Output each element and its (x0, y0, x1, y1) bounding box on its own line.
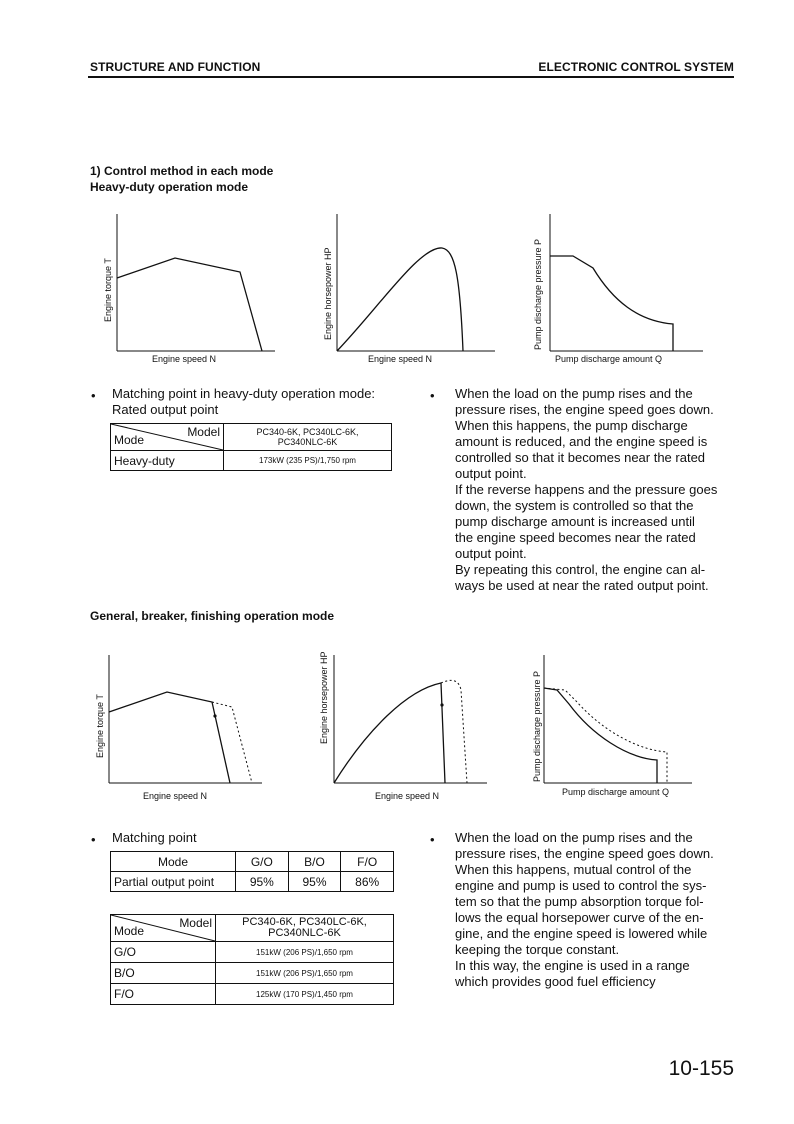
para-line: output point. (455, 546, 527, 561)
pressure-graph-general (537, 650, 707, 790)
model-label: Model (187, 425, 220, 439)
horsepower-curve (337, 248, 463, 351)
x-axis-label: Engine speed N (152, 354, 217, 364)
matching-point (440, 703, 443, 706)
torque-graph-heavy (110, 206, 280, 356)
mode-fo: F/O (111, 984, 216, 1005)
header-rule (88, 76, 734, 78)
model-line-2: PC340NLC-6K (277, 437, 338, 447)
mode-label: Mode (114, 924, 145, 938)
heavy-duty-value: 173kW (235 PS)/1,750 rpm (224, 451, 392, 471)
mode-bo: B/O (111, 963, 216, 984)
mode-model-header-cell (111, 424, 224, 451)
para-line: down, the system is controlled so that the (455, 498, 694, 513)
mode-label: Mode (114, 433, 145, 447)
torque-curve (109, 692, 230, 783)
mode-heading-heavy-duty: Heavy-duty operation mode (90, 180, 249, 194)
header-left: STRUCTURE AND FUNCTION (90, 60, 261, 74)
y-axis-label: Engine torque T (95, 694, 105, 758)
horsepower-curve (334, 683, 445, 783)
y-axis-label: Pump discharge pressure P (533, 238, 543, 350)
heavy-duty-label: Heavy-duty (111, 451, 224, 471)
page-number: 10-155 (668, 1057, 734, 1080)
para-line: gine, and the engine speed is lowered while (455, 926, 708, 941)
para-line: pressure rises, the engine speed goes down. (455, 402, 714, 417)
para-line: If the reverse happens and the pressure goes (455, 482, 718, 497)
y-axis-label: Pump discharge pressure P (532, 670, 542, 782)
matching-point (213, 714, 216, 717)
bullet: • (91, 388, 96, 403)
torque-graph-general (102, 650, 272, 790)
para-line: pump discharge amount is increased until (455, 514, 695, 529)
bullet: • (430, 832, 435, 847)
table-header-go: G/O (236, 852, 289, 872)
horsepower-graph-heavy (330, 206, 500, 356)
x-axis-label: Engine speed N (143, 791, 208, 801)
para-line: When this happens, the pump discharge (455, 418, 688, 433)
y-axis-label: Engine horsepower HP (319, 651, 329, 744)
mode-model-header-cell (111, 915, 216, 942)
value-fo: 125kW (170 PS)/1,450 rpm (216, 984, 394, 1005)
general-mode-paragraph (455, 830, 733, 990)
torque-curve-dashed (212, 702, 252, 783)
para-line: keeping the torque constant. (455, 942, 620, 957)
model-line-1: PC340-6K, PC340LC-6K, (242, 916, 367, 928)
x-axis-label: Engine speed N (375, 791, 440, 801)
para-line: By repeating this control, the engine can al- (455, 562, 706, 577)
pump-pq-curve (544, 688, 657, 783)
value-bo: 95% (288, 872, 341, 892)
para-line: When this happens, mutual control of the (455, 862, 692, 877)
para-line: engine and pump is used to control the sys- (455, 878, 707, 893)
value-go: 95% (236, 872, 289, 892)
value-bo: 151kW (206 PS)/1,650 rpm (216, 963, 394, 984)
table-header-fo: F/O (341, 852, 394, 872)
model-cell (216, 915, 394, 942)
y-axis-label: Engine torque T (103, 258, 113, 322)
x-axis-label: Engine speed N (368, 354, 433, 364)
para-line: lows the equal horsepower curve of the en- (455, 910, 704, 925)
mode-heading-general: General, breaker, finishing operation mode (90, 609, 335, 623)
mode-output-table (110, 914, 394, 1005)
para-line: amount is reduced, and the engine speed is (455, 434, 708, 449)
pump-pq-curve (550, 256, 673, 351)
para-line: ways be used at near the rated output point. (455, 578, 709, 593)
para-line: When the load on the pump rises and the (455, 386, 693, 401)
torque-curve (117, 258, 262, 351)
para-line: which provides good fuel efficiency (455, 974, 656, 989)
partial-output-table (110, 851, 394, 892)
bullet: • (91, 832, 96, 847)
matching-line-1: Matching point in heavy-duty operation mode: (112, 386, 376, 401)
x-axis-label: Pump discharge amount Q (562, 787, 670, 797)
value-go: 151kW (206 PS)/1,650 rpm (216, 942, 394, 963)
heavy-duty-paragraph (455, 386, 733, 594)
bullet: • (430, 388, 435, 403)
pump-pq-curve-dashed (544, 688, 667, 783)
heavy-duty-table (110, 423, 392, 471)
y-axis-label: Engine horsepower HP (323, 247, 333, 340)
para-line: pressure rises, the engine speed goes down. (455, 846, 714, 861)
para-line: output point. (455, 466, 527, 481)
pressure-graph-heavy (543, 206, 713, 356)
para-line: the engine speed becomes near the rated (455, 530, 696, 545)
partial-output-label: Partial output point (111, 872, 236, 892)
table-header-mode: Mode (111, 852, 236, 872)
model-label: Model (179, 916, 212, 930)
para-line: In this way, the engine is used in a range (455, 958, 690, 973)
horsepower-graph-general (327, 650, 497, 790)
para-line: tem so that the pump absorption torque fol- (455, 894, 704, 909)
matching-point-label: Matching point (112, 830, 197, 845)
para-line: When the load on the pump rises and the (455, 830, 693, 845)
model-line-2: PC340NLC-6K (268, 927, 341, 939)
value-fo: 86% (341, 872, 394, 892)
section-heading: 1) Control method in each mode (90, 164, 274, 178)
model-cell (224, 424, 392, 451)
mode-go: G/O (111, 942, 216, 963)
x-axis-label: Pump discharge amount Q (555, 354, 663, 364)
header-right: ELECTRONIC CONTROL SYSTEM (538, 60, 734, 74)
para-line: controlled so that it becomes near the rated (455, 450, 706, 465)
model-line-1: PC340-6K, PC340LC-6K, (256, 427, 359, 437)
table-header-bo: B/O (288, 852, 341, 872)
matching-line-2: Rated output point (112, 402, 219, 417)
